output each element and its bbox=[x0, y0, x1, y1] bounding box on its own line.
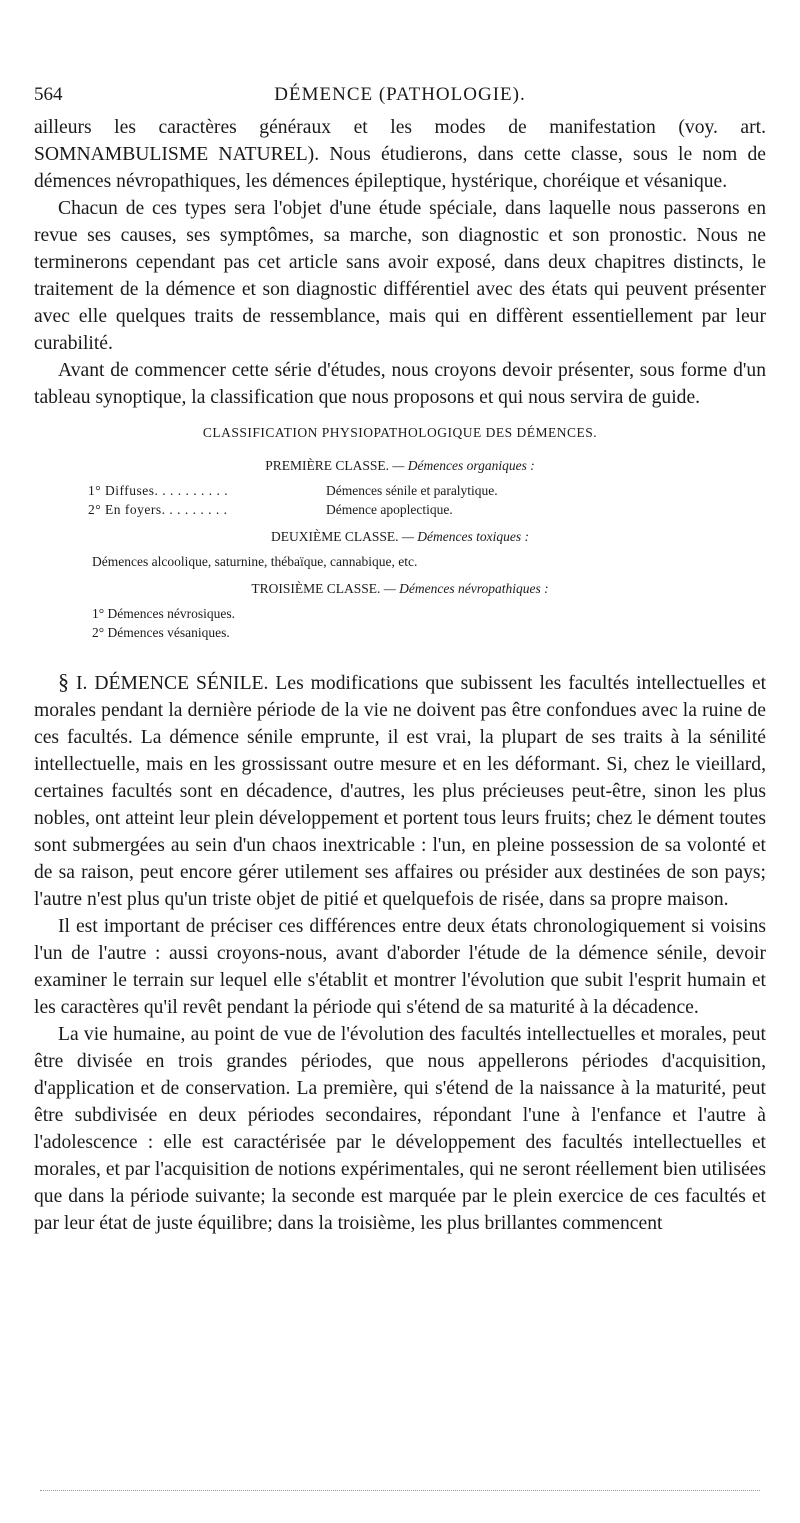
class-row bbox=[34, 481, 766, 500]
class-row bbox=[34, 500, 766, 519]
page-number: 564 bbox=[34, 84, 63, 105]
paragraph: Il est important de préciser ces différences entre deux états chronologiquement si voisins l'un de l'autre : aussi croyons-nous, avant d'aborder l'étude de la démence sénile, devoir examiner le terrain sur lequel elle s'établit et montrer l'évolution que subit l'esprit humain et les caractères qu'il revêt pendant la période qui s'étend de sa maturité à la décadence. bbox=[34, 916, 766, 1018]
class-name: — Démences névropathiques : bbox=[383, 581, 549, 596]
class-label: TROISIÈME CLASSE. bbox=[251, 581, 381, 596]
class-name: — Démences toxiques : bbox=[401, 529, 529, 544]
paragraph: ailleurs les caractères généraux et les modes de manifestation (voy. art. SOMNAMBULISME NATUREL). Nous étudierons, dans cette classe, sous le nom de démences névropathiques, les démences épileptique, hystérique, choréique et vésanique. bbox=[34, 117, 766, 192]
section-first-paragraph: Les modifications que subissent les facultés intellectuelles et morales pendant la dernière période de la vie ne doivent pas être confondues avec la ruine de ces facultés. La démence sénile emprunte, il est vrai, la plupart de ses traits à la sénilité intellectuelle, mais en les grossissant outre mesure et en les déformant. Si, chez le vieillard, certaines facultés sont en décadence, d'autres, les plus précieuses peut-être, sinon les plus nobles, ont atteint leur plein développement et portent tous leurs fruits; chez le dément toutes sont submergées au sein d'un chaos inextricable : l'un, en pleine possession de sa volonté et de sa raison, peut encore gérer utilement ses affaires ou présider aux destinées de son pays; l'autre n'est plus qu'un triste objet de pitié et quelquefois de risée, dans sa propre maison. bbox=[34, 673, 767, 910]
footer-rule bbox=[40, 1490, 760, 1492]
section-symbol: § bbox=[58, 669, 69, 694]
class-heading bbox=[34, 527, 766, 546]
running-title: DÉMENCE (PATHOLOGIE). bbox=[274, 84, 526, 105]
paragraph: Chacun de ces types sera l'objet d'une étude spéciale, dans laquelle nous passerons en revue ses causes, ses symptômes, sa marche, son diagnostic et son pronostic. Nous ne terminerons cependant pas cet article sans avoir exposé, dans deux chapitres distincts, le traitement de la démence et son diagnostic différentiel avec des états qui peuvent présenter avec elle quelques traits de ressemblance, mais qui en diffèrent essentiellement par leur curabilité. bbox=[34, 198, 766, 354]
section-demence-senile bbox=[34, 668, 766, 1237]
section-heading: I. DÉMENCE SÉNILE. bbox=[75, 673, 269, 694]
class-label: DEUXIÈME CLASSE. bbox=[271, 529, 399, 544]
class-row-label: 1° Diffuses. . . . . . . . . . bbox=[88, 483, 229, 498]
class-name: — Démences organiques : bbox=[392, 458, 535, 473]
classification-title: CLASSIFICATION PHYSIOPATHOLOGIQUE DES DÉMENCES. bbox=[202, 425, 598, 440]
class-heading bbox=[34, 579, 766, 598]
paragraph: La vie humaine, au point de vue de l'évolution des facultés intellectuelles et morales, peut être divisée en trois grandes périodes, que nous appellerons périodes d'acquisition, d'application et de conservation. La première, qui s'étend de la naissance à la maturité, peut être subdivisée en deux périodes secondaires, répondant l'une à l'enfance et l'autre à l'adolescence : elle est caractérisée par le développement des facultés intellectuelles et morales, et par l'acquisition de notions expérimentales, qui ne seront réellement bien utilisées que dans la période suivante; la seconde est marquée par le plein exercice de ces facultés et par leur état de juste équilibre; dans la troisième, les plus brillantes commencent bbox=[34, 1024, 766, 1234]
class-label: PREMIÈRE CLASSE. bbox=[265, 458, 390, 473]
classification-table bbox=[34, 423, 766, 642]
intro-text bbox=[34, 114, 766, 411]
page bbox=[34, 84, 766, 1237]
paragraph: Avant de commencer cette série d'études, nous croyons devoir présenter, sous forme d'un tableau synoptique, la classification que nous proposons et qui nous servira de guide. bbox=[34, 360, 766, 408]
running-header bbox=[34, 84, 766, 114]
paragraph bbox=[34, 668, 766, 913]
class-row-value: Démence apoplectique. bbox=[326, 502, 453, 517]
class-row-label: 2° En foyers. . . . . . . . . bbox=[88, 502, 228, 517]
class-line: 2° Démences vésaniques. bbox=[92, 625, 230, 640]
class-line: 1° Démences névrosiques. bbox=[92, 606, 235, 621]
class-line: Démences alcoolique, saturnine, thébaïque, cannabique, etc. bbox=[92, 554, 418, 569]
class-heading bbox=[34, 456, 766, 475]
class-row-value: Démences sénile et paralytique. bbox=[326, 483, 498, 498]
